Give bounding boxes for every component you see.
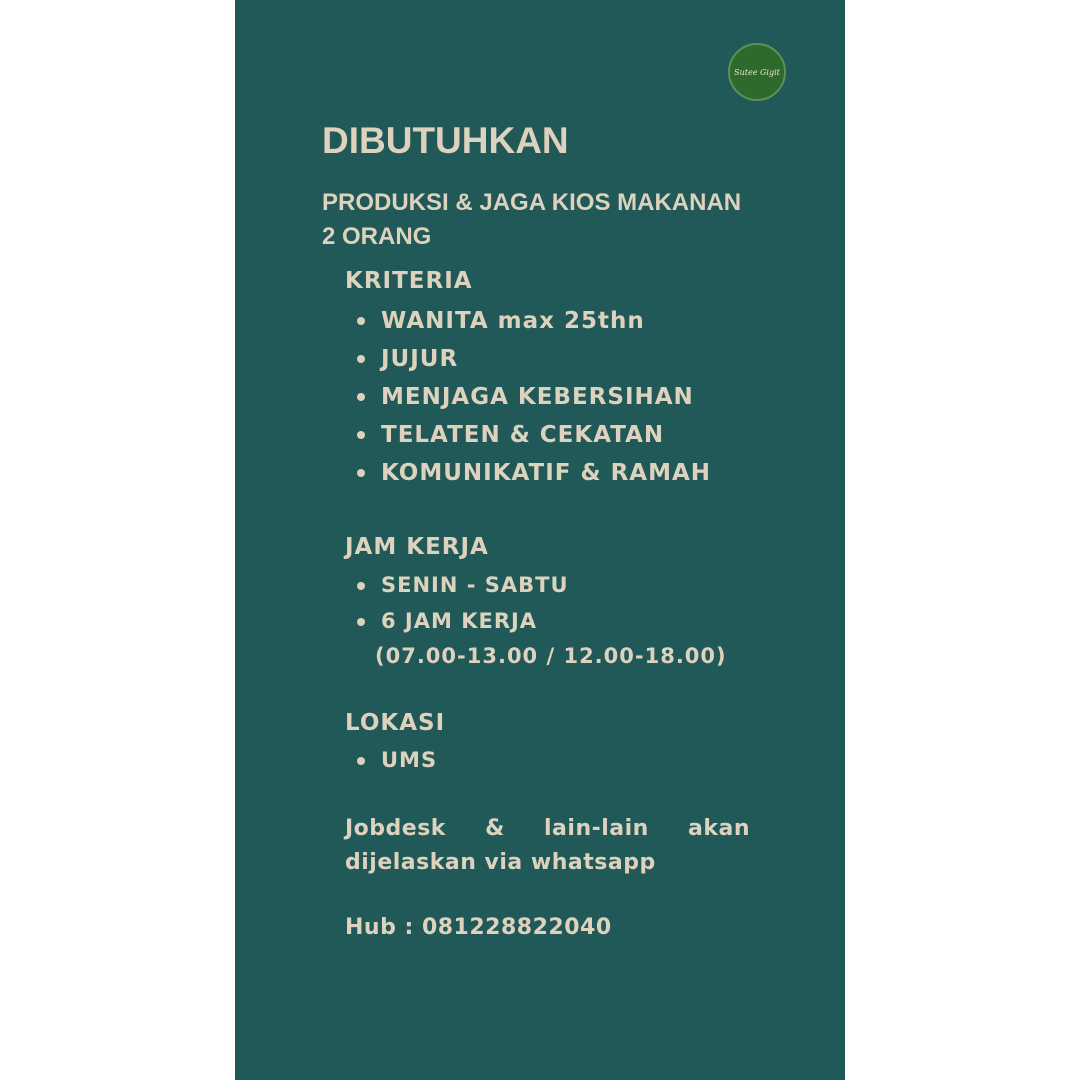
- brand-logo: [728, 43, 786, 101]
- jobdesk-line-1: [345, 812, 750, 846]
- list-item-text: WANITA max 25thn: [381, 308, 645, 334]
- bullet-icon: [357, 618, 365, 626]
- jobdesk-word: &: [485, 816, 505, 841]
- jobdesk-word: Jobdesk: [345, 816, 446, 841]
- jam-kerja-list: [345, 567, 727, 673]
- bullet-icon: [357, 582, 365, 590]
- list-item: [345, 302, 711, 340]
- list-item: [345, 567, 727, 603]
- jobdesk-note: [345, 812, 750, 880]
- logo-text: Sutee Gigit: [734, 67, 780, 77]
- bullet-icon: [357, 431, 365, 439]
- list-item: [345, 378, 711, 416]
- position-line-1: PRODUKSI & JAGA KIOS MAKANAN: [322, 189, 742, 216]
- list-item-text: SENIN - SABTU: [381, 573, 569, 597]
- list-item-text: UMS: [381, 748, 438, 772]
- list-item: [345, 603, 727, 639]
- bullet-icon: [357, 757, 365, 765]
- list-item-text: KOMUNIKATIF & RAMAH: [381, 460, 712, 486]
- kriteria-title: KRITERIA: [345, 268, 473, 294]
- list-item: [345, 454, 711, 492]
- kriteria-list: [345, 302, 711, 492]
- list-item: [345, 340, 711, 378]
- jobdesk-word: akan: [688, 816, 750, 841]
- list-item-text: JUJUR: [381, 346, 459, 372]
- list-item-text: MENJAGA KEBERSIHAN: [381, 384, 694, 410]
- list-item: [345, 742, 437, 778]
- list-item: [345, 416, 711, 454]
- list-item-text: TELATEN & CEKATAN: [381, 422, 665, 448]
- headline: DIBUTUHKAN: [322, 120, 569, 161]
- bullet-icon: [357, 317, 365, 325]
- bullet-icon: [357, 355, 365, 363]
- bullet-icon: [357, 393, 365, 401]
- jam-kerja-title: JAM KERJA: [345, 534, 489, 560]
- shift-times: (07.00-13.00 / 12.00-18.00): [375, 644, 727, 668]
- job-poster: [235, 0, 845, 1080]
- position-line-2: 2 ORANG: [322, 223, 432, 250]
- lokasi-title: LOKASI: [345, 710, 446, 736]
- jobdesk-line-2: dijelaskan via whatsapp: [345, 850, 656, 875]
- lokasi-list: [345, 742, 437, 778]
- position-title: [322, 186, 741, 254]
- bullet-icon: [357, 469, 365, 477]
- list-item-text: 6 JAM KERJA: [381, 609, 538, 633]
- contact-info: Hub : 081228822040: [345, 915, 612, 940]
- jobdesk-word: lain-lain: [544, 816, 649, 841]
